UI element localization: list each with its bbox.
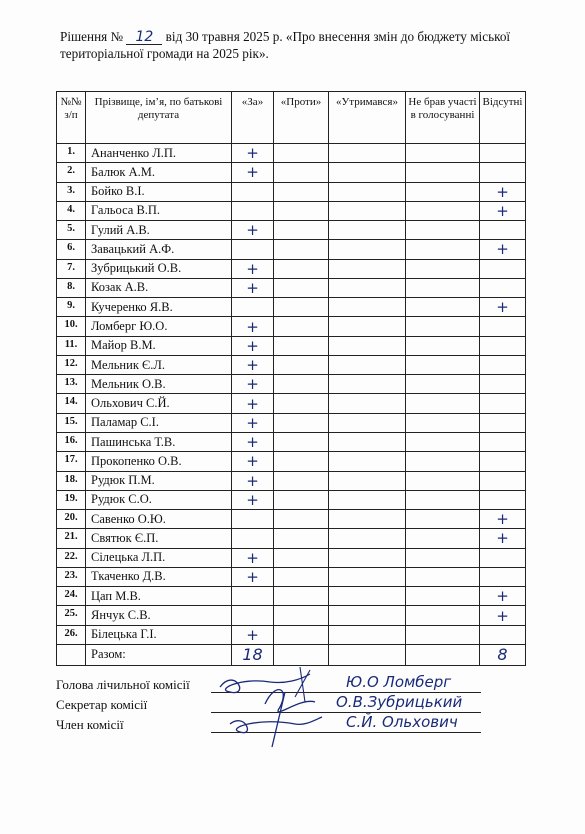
vote-against-cell (274, 144, 329, 163)
vote-for-cell: + (232, 221, 274, 240)
vote-abstained-cell (329, 490, 406, 509)
table-row (57, 625, 526, 644)
vote-against-cell (274, 355, 329, 374)
decision-header (60, 28, 580, 62)
vote-abstained-cell (329, 336, 406, 355)
table-row (57, 201, 526, 220)
vote-for-cell: + (232, 567, 274, 586)
deputy-name: Мельник Є.Л. (86, 355, 232, 374)
vote-abstained-cell (329, 567, 406, 586)
vote-against-cell (274, 240, 329, 259)
vote-abstained-cell (329, 471, 406, 490)
vote-for-cell: + (232, 452, 274, 471)
not-voting-cell (406, 163, 480, 182)
vote-abstained-cell (329, 163, 406, 182)
vote-for-cell: + (232, 144, 274, 163)
absent-cell: + (480, 587, 526, 606)
chair-name: Ю.О Ломберг (346, 673, 452, 691)
vote-against-cell (274, 625, 329, 644)
absent-cell (480, 471, 526, 490)
row-number: 6. (57, 240, 86, 259)
vote-abstained-cell (329, 587, 406, 606)
col-number-header: №№ з/п (57, 92, 86, 144)
vote-against-cell (274, 317, 329, 336)
absent-cell (480, 452, 526, 471)
deputy-name: Козак А.В. (86, 278, 232, 297)
table-row (57, 452, 526, 471)
table-row (57, 548, 526, 567)
vote-against-cell (274, 394, 329, 413)
vote-abstained-cell (329, 529, 406, 548)
decision-title: від 30 травня 2025 р. «Про внесення змін до бюджету міської територіальної громади на 2025 рік». (60, 29, 511, 61)
row-number: 24. (57, 587, 86, 606)
not-voting-cell (406, 510, 480, 529)
absent-cell (480, 163, 526, 182)
row-number: 12. (57, 355, 86, 374)
not-voting-cell (406, 567, 480, 586)
table-row (57, 490, 526, 509)
not-voting-cell (406, 413, 480, 432)
absent-cell (480, 336, 526, 355)
absent-cell (480, 548, 526, 567)
table-row (57, 298, 526, 317)
table-row (57, 240, 526, 259)
absent-cell (480, 355, 526, 374)
deputy-name: Кучеренко Я.В. (86, 298, 232, 317)
decision-number: 12 (126, 30, 162, 45)
col-absent-header: Відсутні (480, 92, 526, 144)
not-voting-cell (406, 336, 480, 355)
vote-against-cell (274, 298, 329, 317)
deputy-name: Святюк Є.П. (86, 529, 232, 548)
absent-cell (480, 567, 526, 586)
absent-cell (480, 432, 526, 451)
vote-abstained-cell (329, 452, 406, 471)
vote-for-cell (232, 587, 274, 606)
not-voting-cell (406, 355, 480, 374)
vote-for-cell (232, 529, 274, 548)
deputy-name: Ольхович С.Й. (86, 394, 232, 413)
voting-table (56, 91, 526, 666)
vote-against-cell (274, 182, 329, 201)
vote-against-cell (274, 548, 329, 567)
deputy-name: Ананченко Л.П. (86, 144, 232, 163)
vote-for-cell: + (232, 163, 274, 182)
vote-for-cell (232, 298, 274, 317)
vote-for-cell: + (232, 336, 274, 355)
deputy-name: Завацький А.Ф. (86, 240, 232, 259)
vote-for-cell: + (232, 413, 274, 432)
vote-abstained-cell (329, 625, 406, 644)
vote-abstained-cell (329, 510, 406, 529)
deputy-name: Мельник О.В. (86, 375, 232, 394)
deputy-name: Зубрицький О.В. (86, 259, 232, 278)
vote-against-cell (274, 471, 329, 490)
vote-abstained-cell (329, 355, 406, 374)
table-row (57, 259, 526, 278)
row-number: 14. (57, 394, 86, 413)
total-number-cell (57, 644, 86, 665)
vote-abstained-cell (329, 413, 406, 432)
absent-cell (480, 625, 526, 644)
absent-cell (480, 375, 526, 394)
table-row (57, 471, 526, 490)
vote-for-cell: + (232, 490, 274, 509)
vote-for-cell (232, 606, 274, 625)
absent-cell: + (480, 606, 526, 625)
deputy-name: Майор В.М. (86, 336, 232, 355)
vote-for-cell: + (232, 471, 274, 490)
table-row (57, 144, 526, 163)
not-voting-cell (406, 606, 480, 625)
row-number: 20. (57, 510, 86, 529)
total-label: Разом: (86, 644, 232, 665)
vote-abstained-cell (329, 298, 406, 317)
deputy-name: Савенко О.Ю. (86, 510, 232, 529)
not-voting-cell (406, 529, 480, 548)
total-for: 18 (232, 644, 274, 665)
absent-cell (480, 221, 526, 240)
vote-against-cell (274, 432, 329, 451)
row-number: 18. (57, 471, 86, 490)
not-voting-cell (406, 452, 480, 471)
vote-against-cell (274, 413, 329, 432)
row-number: 4. (57, 201, 86, 220)
vote-for-cell (232, 510, 274, 529)
not-voting-cell (406, 240, 480, 259)
not-voting-cell (406, 548, 480, 567)
vote-abstained-cell (329, 144, 406, 163)
row-number: 21. (57, 529, 86, 548)
absent-cell: + (480, 510, 526, 529)
vote-abstained-cell (329, 394, 406, 413)
not-voting-cell (406, 490, 480, 509)
not-voting-cell (406, 298, 480, 317)
deputy-name: Янчук С.В. (86, 606, 232, 625)
vote-for-cell: + (232, 432, 274, 451)
absent-cell: + (480, 240, 526, 259)
table-row (57, 606, 526, 625)
row-number: 26. (57, 625, 86, 644)
vote-for-cell: + (232, 278, 274, 297)
row-number: 3. (57, 182, 86, 201)
vote-for-cell: + (232, 548, 274, 567)
deputy-name: Цап М.В. (86, 587, 232, 606)
vote-against-cell (274, 336, 329, 355)
vote-for-cell: + (232, 375, 274, 394)
deputy-name: Ткаченко Д.В. (86, 567, 232, 586)
vote-against-cell (274, 510, 329, 529)
vote-against-cell (274, 567, 329, 586)
vote-against-cell (274, 490, 329, 509)
deputy-name: Гальоса В.П. (86, 201, 232, 220)
table-row (57, 375, 526, 394)
vote-for-cell: + (232, 317, 274, 336)
absent-cell (480, 144, 526, 163)
vote-against-cell (274, 259, 329, 278)
table-row (57, 278, 526, 297)
row-number: 10. (57, 317, 86, 336)
chair-label: Голова лічильної комісії (56, 677, 190, 692)
vote-against-cell (274, 587, 329, 606)
vote-abstained-cell (329, 375, 406, 394)
total-not-voting (406, 644, 480, 665)
absent-cell (480, 394, 526, 413)
deputy-name: Прокопенко О.В. (86, 452, 232, 471)
vote-against-cell (274, 452, 329, 471)
row-number: 11. (57, 336, 86, 355)
deputy-name: Бойко В.І. (86, 182, 232, 201)
vote-against-cell (274, 221, 329, 240)
absent-cell: + (480, 182, 526, 201)
vote-against-cell (274, 278, 329, 297)
col-against-header: «Проти» (274, 92, 329, 144)
table-row (57, 432, 526, 451)
vote-abstained-cell (329, 201, 406, 220)
not-voting-cell (406, 317, 480, 336)
not-voting-cell (406, 259, 480, 278)
vote-abstained-cell (329, 221, 406, 240)
table-row (57, 336, 526, 355)
vote-against-cell (274, 375, 329, 394)
member-label: Член комісії (56, 717, 124, 732)
absent-cell (480, 490, 526, 509)
vote-for-cell (232, 182, 274, 201)
not-voting-cell (406, 221, 480, 240)
vote-for-cell: + (232, 394, 274, 413)
vote-abstained-cell (329, 240, 406, 259)
deputy-name: Рудюк С.О. (86, 490, 232, 509)
row-number: 15. (57, 413, 86, 432)
not-voting-cell (406, 278, 480, 297)
vote-abstained-cell (329, 259, 406, 278)
member-name-line (346, 731, 481, 733)
table-row (57, 587, 526, 606)
absent-cell (480, 413, 526, 432)
absent-cell (480, 259, 526, 278)
vote-for-cell: + (232, 355, 274, 374)
deputy-name: Гулий А.В. (86, 221, 232, 240)
not-voting-cell (406, 394, 480, 413)
handwritten-signatures (210, 662, 330, 757)
col-name-header: Прізвище, ім’я, по батькові депутата (86, 92, 232, 144)
row-number: 19. (57, 490, 86, 509)
vote-abstained-cell (329, 432, 406, 451)
row-number: 23. (57, 567, 86, 586)
total-abstained (329, 644, 406, 665)
row-number: 7. (57, 259, 86, 278)
absent-cell: + (480, 298, 526, 317)
vote-for-cell (232, 201, 274, 220)
vote-abstained-cell (329, 548, 406, 567)
deputy-name: Паламар С.І. (86, 413, 232, 432)
vote-abstained-cell (329, 606, 406, 625)
row-number: 22. (57, 548, 86, 567)
table-row (57, 394, 526, 413)
vote-abstained-cell (329, 278, 406, 297)
col-not-voting-header: Не брав участі в голосуванні (406, 92, 480, 144)
total-absent: 8 (480, 644, 526, 665)
member-name: С.Й. Ольхович (346, 713, 458, 731)
vote-for-cell (232, 240, 274, 259)
not-voting-cell (406, 471, 480, 490)
deputy-name: Білецька Г.І. (86, 625, 232, 644)
absent-cell (480, 278, 526, 297)
table-row (57, 317, 526, 336)
table-row (57, 163, 526, 182)
absent-cell (480, 317, 526, 336)
vote-against-cell (274, 606, 329, 625)
not-voting-cell (406, 201, 480, 220)
table-row (57, 567, 526, 586)
table-row (57, 182, 526, 201)
deputy-name: Ломберг Ю.О. (86, 317, 232, 336)
vote-against-cell (274, 163, 329, 182)
row-number: 17. (57, 452, 86, 471)
col-abstained-header: «Утримався» (329, 92, 406, 144)
row-number: 9. (57, 298, 86, 317)
absent-cell: + (480, 529, 526, 548)
table-row (57, 413, 526, 432)
vote-for-cell: + (232, 259, 274, 278)
not-voting-cell (406, 625, 480, 644)
row-number: 13. (57, 375, 86, 394)
row-number: 2. (57, 163, 86, 182)
not-voting-cell (406, 432, 480, 451)
deputy-name: Балюк А.М. (86, 163, 232, 182)
deputy-name: Пашинська Т.В. (86, 432, 232, 451)
table-row (57, 529, 526, 548)
row-number: 5. (57, 221, 86, 240)
deputy-name: Сілецька Л.П. (86, 548, 232, 567)
absent-cell: + (480, 201, 526, 220)
secretary-label: Секретар комісії (56, 697, 148, 712)
table-row (57, 355, 526, 374)
row-number: 16. (57, 432, 86, 451)
vote-against-cell (274, 201, 329, 220)
table-header-row (57, 92, 526, 144)
vote-against-cell (274, 529, 329, 548)
not-voting-cell (406, 587, 480, 606)
table-row (57, 510, 526, 529)
vote-abstained-cell (329, 317, 406, 336)
deputy-name: Рудюк П.М. (86, 471, 232, 490)
row-number: 25. (57, 606, 86, 625)
table-row (57, 221, 526, 240)
not-voting-cell (406, 144, 480, 163)
vote-abstained-cell (329, 182, 406, 201)
row-number: 1. (57, 144, 86, 163)
secretary-name: О.В.Зубрицький (336, 693, 463, 711)
vote-for-cell: + (232, 625, 274, 644)
col-for-header: «За» (232, 92, 274, 144)
decision-prefix: Рішення № (60, 29, 124, 44)
row-number: 8. (57, 278, 86, 297)
not-voting-cell (406, 182, 480, 201)
not-voting-cell (406, 375, 480, 394)
